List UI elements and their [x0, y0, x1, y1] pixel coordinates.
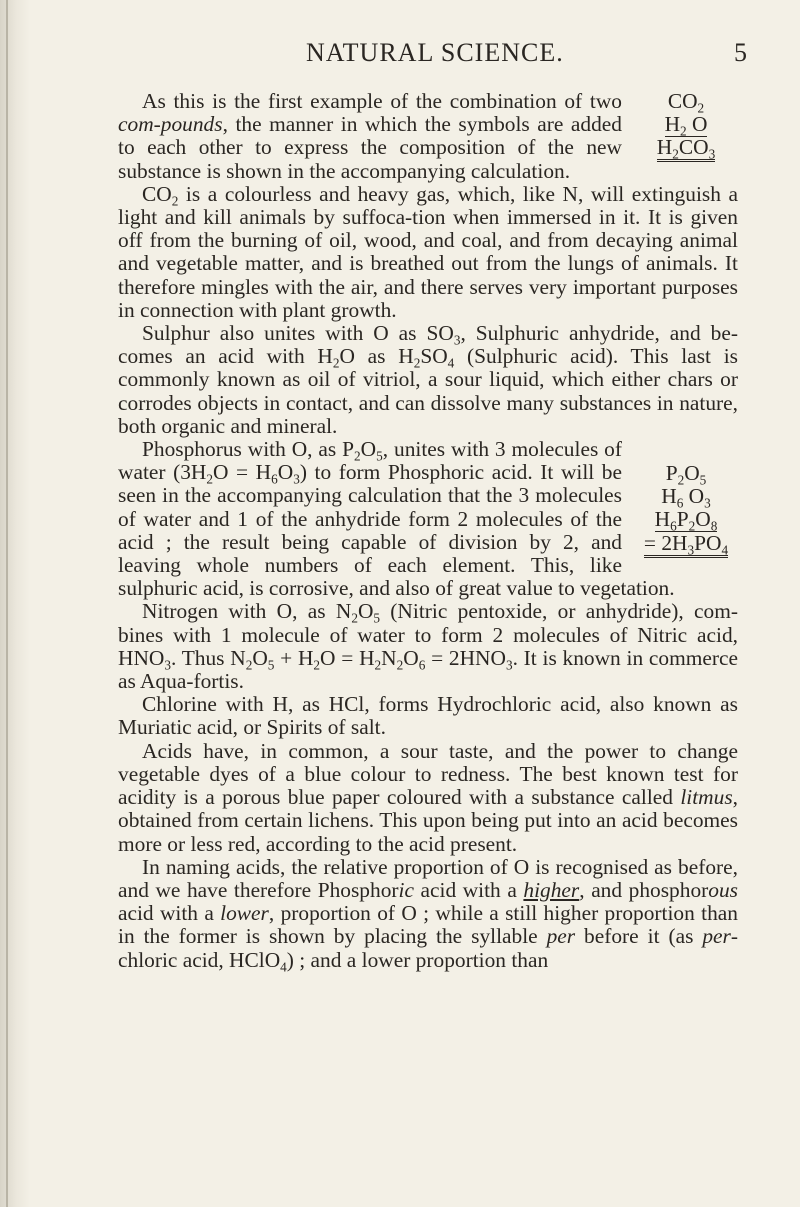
text-run: before it (as [575, 924, 703, 949]
subscript: 6 [418, 657, 426, 673]
text-run: H [656, 135, 673, 160]
calc-line [634, 135, 738, 163]
subscript: 4 [721, 542, 729, 558]
subscript: 3 [164, 657, 171, 673]
text-run: O [684, 461, 700, 486]
italic-text: per [702, 924, 731, 949]
text-run: O [360, 437, 377, 462]
subscript: 2 [697, 100, 705, 116]
italic-text: ous [708, 877, 738, 902]
italic-text: higher [523, 877, 580, 902]
subscript: 5 [267, 657, 275, 673]
calc-carbonic-acid [634, 89, 738, 163]
text-run: N [381, 645, 397, 670]
paragraph-acids [118, 740, 738, 856]
calc-formula [665, 461, 707, 488]
page-number: 5 [734, 38, 747, 67]
calc-formula [644, 531, 728, 558]
italic-text: com-pounds [118, 112, 223, 137]
text-run: P [665, 461, 678, 486]
text-run: . Thus N [170, 645, 246, 670]
text-run: Chlorine with H, as HCl, forms Hydrochloric acid, also known as Muriatic acid, or Spirits of salt. [118, 692, 738, 740]
subscript: 2 [672, 147, 679, 163]
italic-text: ic [398, 877, 414, 902]
text-run: O as H [339, 344, 414, 369]
subscript: 2 [171, 193, 179, 209]
calc-line [634, 461, 738, 488]
subscript: 6 [271, 471, 278, 487]
text-run: Phosphorus with O, as P [142, 437, 355, 462]
text-run: Sulphur also unites with O as SO [142, 321, 454, 346]
subscript: 4 [280, 959, 287, 975]
subscript: 3 [293, 471, 300, 487]
text-run: CO [142, 181, 172, 206]
page-header [0, 38, 800, 78]
subscript: 2 [396, 657, 404, 673]
subscript: 2 [332, 355, 340, 371]
text-run: , and phosphor [579, 877, 709, 902]
paragraph-phosphorus [118, 438, 738, 600]
subscript: 3 [704, 495, 711, 511]
text-run: , proportion of O ; while a still higher proportion than in the former is shown by placing the syllable [118, 901, 738, 949]
text-run: O [277, 460, 294, 485]
text-run: Nitrogen with O, as N [142, 599, 352, 624]
subscript: 8 [710, 519, 718, 535]
subscript: 6 [670, 519, 677, 535]
italic-text: litmus [680, 785, 733, 810]
subscript: 2 [206, 471, 213, 487]
book-spine-shadow [0, 0, 30, 1207]
subscript: 5 [699, 472, 707, 488]
text-run: H [661, 484, 677, 509]
text-run: -chloric acid, HClO [118, 924, 738, 972]
calc-phosphoric-acid [634, 461, 738, 558]
subscript: 2 [413, 355, 421, 371]
page-body [118, 89, 738, 975]
text-run: , Sulphuric anhydride, and be-comes an acid with H [118, 321, 738, 369]
subscript: 2 [351, 611, 358, 627]
calc-line [634, 112, 738, 139]
text-run: O = H [320, 645, 375, 670]
italic-text: per [546, 924, 576, 949]
text-run: O [403, 645, 419, 670]
text-run: CO [678, 135, 709, 160]
text-run: ) ; and a lower proportion than [286, 947, 549, 972]
subscript: 4 [447, 355, 455, 371]
subscript: 6 [676, 495, 684, 511]
text-run: is a colourless and heavy gas, which, like N, will extinguish a light and kill animals by suffoca-tion when immersed in it. It is given off from the burning of oil, wood, and coal, and from decaying animal and vegetable matter, and is breathed out from the lungs of animals. It therefore mingles with the air, and there serves very important purposes in connection with plant growth. [118, 181, 738, 322]
subscript: 2 [313, 657, 321, 673]
subscript: 2 [245, 657, 253, 673]
text-run: As this is the first example of the combination of two [142, 89, 622, 113]
calc-line [634, 507, 738, 535]
text-run: , unites with 3 molecules of water (3H [118, 437, 622, 485]
paragraph-compounds [118, 90, 738, 183]
paragraph-sulphur [118, 322, 738, 438]
text-run: O [686, 112, 708, 137]
subscript: 3 [708, 147, 716, 163]
text-run: H [654, 507, 671, 532]
calc-line [634, 89, 738, 116]
subscript: 2 [688, 519, 696, 535]
text-run: ) to form Phosphoric acid. It will be seen in the accompanying calculation that the 3 molecules of water and 1 of the anhydride form 2 molecules of the acid ; the result being capable of division by 2, and leaving whole numbers of each element. This, like sulphuric acid, is corrosive, and also of great value to vegetation. [118, 460, 675, 601]
calc-formula [657, 135, 715, 162]
calc-formula [654, 507, 718, 535]
text-run: SO [420, 344, 448, 369]
text-run: O [357, 599, 374, 624]
paragraph-co2 [118, 183, 738, 322]
subscript: 3 [505, 657, 513, 673]
subscript: 3 [687, 542, 695, 558]
calc-formula [667, 89, 705, 116]
text-run: (Sulphuric acid). This last is commonly known as oil of vitriol, a sour liquid, which either chars or corrodes objects in contact, and can dissolve many substances in nature, both organic and mineral. [118, 344, 738, 438]
subscript: 5 [376, 448, 383, 464]
italic-text: lower [220, 901, 269, 926]
subscript: 2 [680, 123, 687, 139]
subscript: 5 [373, 611, 381, 627]
text-run: , the manner in which the symbols are added to each other to express the composition of the new substance is shown in the accompanying calculation. [118, 112, 622, 183]
calc-line [634, 530, 738, 558]
text-run: CO [667, 89, 698, 113]
text-run: O [252, 645, 268, 670]
text-run: acid with a [118, 901, 221, 926]
text-run: Acids have, in common, a sour taste, and the power to change vegetable dyes of a blue colour to redness. The best known test for acidity is a porous blue paper coloured with a substance called [118, 738, 738, 810]
text-run: . It is known in commerce as Aqua-fortis. [118, 645, 738, 694]
text-run: P [676, 507, 689, 532]
text-run: = 2H [643, 530, 688, 555]
subscript: 2 [374, 657, 382, 673]
text-run: H [664, 112, 681, 137]
paragraph-naming-acids [118, 854, 738, 975]
text-run: In naming acids, the relative proportion of O is recognised as before, and we have therefore Phosphor [118, 854, 738, 902]
text-run: O [695, 507, 711, 532]
text-run: acid with a [413, 877, 524, 902]
text-run: PO [694, 530, 722, 555]
calc-line [634, 484, 738, 511]
text-run: + H [274, 645, 314, 670]
text-run: (Nitric pentoxide, or anhydride), com-bines with 1 molecule of water to form 2 molecules of Nitric acid, HNO [118, 599, 738, 670]
text-run: , obtained from certain lichens. This upon being put into an acid becomes more or less red, according to the acid present. [118, 785, 738, 856]
text-run: = 2HNO [425, 645, 506, 670]
calc-formula [665, 112, 708, 137]
subscript: 2 [677, 472, 685, 488]
paragraph-chlorine [118, 693, 738, 739]
subscript: 2 [354, 448, 361, 464]
running-title: NATURAL SCIENCE. [306, 38, 564, 67]
text-run: O = H [212, 460, 272, 485]
subscript: 3 [453, 332, 461, 348]
text-run: O [683, 484, 705, 509]
paragraph-nitrogen [118, 600, 738, 693]
calc-formula [661, 484, 711, 511]
